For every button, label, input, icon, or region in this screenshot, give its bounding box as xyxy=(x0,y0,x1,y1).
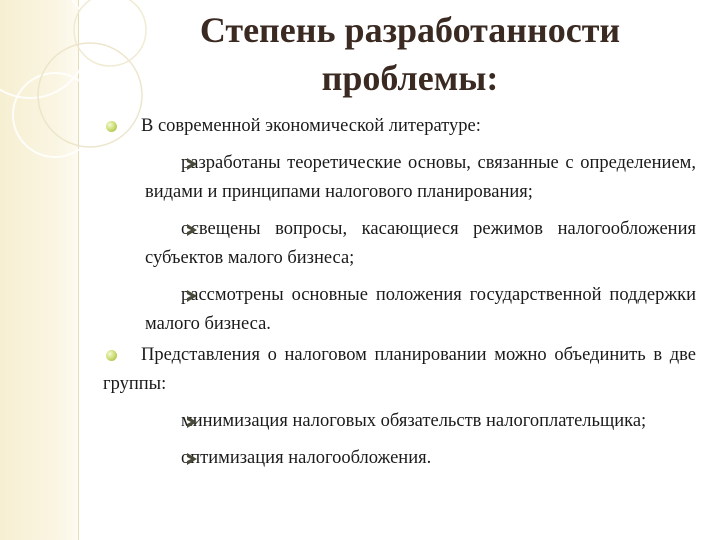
sub-bullet-item xyxy=(145,281,696,339)
sub-bullet-text: разработаны теоретические основы, связанные с определением, видами и принципами налогового планирования; xyxy=(145,153,696,202)
sub-bullet-item xyxy=(145,444,696,473)
slide-content xyxy=(103,112,696,473)
bullet-dot-icon xyxy=(106,350,117,361)
arrow-bullet-icon xyxy=(187,158,197,170)
sub-bullet-item xyxy=(145,407,696,436)
bullet-text: В современной экономической литературе: xyxy=(141,116,481,136)
bullet-dot-icon xyxy=(106,121,117,132)
slide-title: Степень разработанности проблемы: xyxy=(199,10,621,98)
bullet-item xyxy=(103,341,696,399)
bullet-item xyxy=(103,112,696,141)
arrow-bullet-icon xyxy=(187,224,197,236)
sub-bullet-text: оптимизация налогообложения. xyxy=(181,448,432,468)
sub-bullet-item xyxy=(145,215,696,273)
sub-bullet-text: минимизация налоговых обязательств налогоплательщика; xyxy=(181,411,647,431)
bullet-text: Представления о налоговом планировании можно объединить в две группы: xyxy=(103,345,696,394)
sub-bullet-item xyxy=(145,149,696,207)
arrow-bullet-icon xyxy=(187,416,197,428)
arrow-bullet-icon xyxy=(187,290,197,302)
sub-bullet-text: рассмотрены основные положения государственной поддержки малого бизнеса. xyxy=(145,285,696,334)
sub-bullet-text: освещены вопросы, касающиеся режимов налогообложения субъектов малого бизнеса; xyxy=(145,219,696,268)
arrow-bullet-icon xyxy=(187,453,197,465)
